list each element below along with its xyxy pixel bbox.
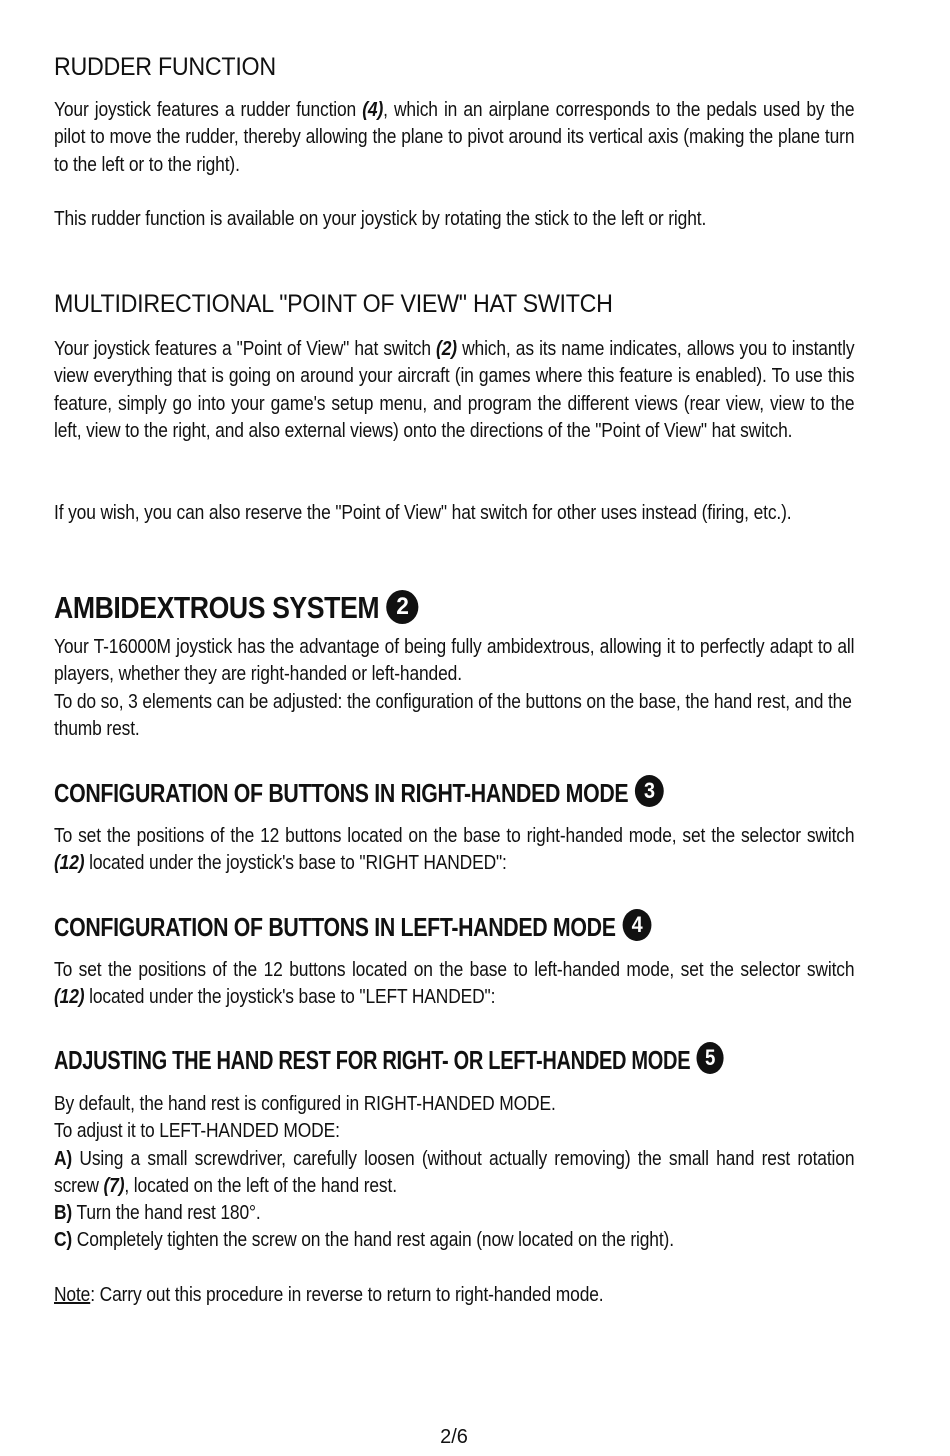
pov-heading: MULTIDIRECTIONAL "POINT OF VIEW" HAT SWITCH [54,290,613,318]
pov-body [54,336,854,445]
figure-4-badge: 4 [622,909,651,941]
step-c-text: Completely tighten the screw on the hand rest again (now located on the right). [72,1229,674,1252]
handrest-step-a [54,1146,854,1201]
left-ref-12: (12) [54,986,85,1009]
handrest-section [54,1042,854,1076]
handrest-note [54,1282,854,1309]
right-ref-12: (12) [54,852,85,875]
left-p-text-2: located under the joystick's base to "LEFT HANDED": [84,986,496,1009]
pov-p1-text: Your joystick features a "Point of View" hat switch [54,338,437,360]
step-a-text-2: , located on the left of the hand rest. [124,1174,397,1197]
right-handed-body [54,823,854,878]
pov-p1-text-2: which, as its name indicates, allows you to instantly view everything that is going on around your aircraft (in games where this feature is enabled). To use this feature, simply go into your game's setup menu, and program the different views (rear view, view to the left, view to the right, and also external views) onto the directions of the "Point of View" hat switch. [54,338,855,442]
rudder-p1-text-2: , which in an airplane corresponds to the pedals used by the pilot to move the rudder, thereby allowing the plane to pivot around its vertical axis (making the plane turn to the left or to the right). [54,99,855,176]
handrest-step-b [54,1200,854,1227]
step-a-label: A) [54,1147,73,1170]
handrest-body [54,1091,854,1255]
step-b-text: Turn the hand rest 180°. [72,1202,261,1225]
handrest-step-c [54,1227,854,1254]
handrest-heading-text: ADJUSTING THE HAND REST FOR RIGHT- OR LEFT-HANDED MODE [54,1045,691,1075]
left-p-text: To set the positions of the 12 buttons located on the base to left-handed mode, set the selector switch [54,959,855,981]
step-a-text: Using a small screwdriver, carefully loosen (without actually removing) the small hand rest rotation screw [54,1147,855,1197]
handrest-line-1: By default, the hand rest is configured in RIGHT-HANDED MODE. [54,1093,556,1115]
left-handed-heading [54,909,710,943]
pov-paragraph-2: If you wish, you can also reserve the "Point of View" hat switch for other uses instead (firing, etc.). [54,502,792,524]
ambi-heading [54,590,742,626]
step-c-label: C) [54,1229,73,1252]
ambi-paragraph-1: Your T-16000M joystick has the advantage of being fully ambidextrous, allowing it to perfectly adapt to all players, whether they are right-handed or left-handed. [54,636,855,686]
figure-2-badge: 2 [386,590,418,624]
right-p-text-2: located under the joystick's base to "RIGHT HANDED": [84,852,507,875]
ambi-paragraph-2: To do so, 3 elements can be adjusted: the configuration of the buttons on the base, the hand rest, and the thumb rest. [54,690,852,740]
pov-ref-2: (2) [436,338,457,360]
right-handed-section [54,775,854,809]
handrest-heading [54,1042,716,1076]
left-handed-body [54,957,854,1012]
pov-section [54,289,854,319]
note-paragraph [54,1282,854,1309]
rudder-body [54,97,854,179]
right-p-text: To set the positions of the 12 buttons located on the base to right-handed mode, set the selector switch [54,825,855,847]
page-number: 2/6 [440,1426,468,1448]
note-label: Note [54,1284,91,1306]
figure-5-badge: 5 [697,1042,724,1074]
pov-paragraph-1 [54,336,854,445]
ambi-section [54,590,854,626]
left-handed-section [54,909,854,943]
pov-body-2 [54,500,854,527]
right-heading-text: CONFIGURATION OF BUTTONS IN RIGHT-HANDED MODE [54,778,629,808]
note-text: : Carry out this procedure in reverse to return to right-handed mode. [90,1284,604,1306]
ambi-heading-text: AMBIDEXTROUS SYSTEM [54,590,380,625]
rudder-section [54,52,854,82]
rudder-paragraph-1 [54,97,854,179]
rudder-paragraph-2: This rudder function is available on your joystick by rotating the stick to the left or right. [54,208,707,230]
handrest-ref-7: (7) [103,1174,125,1197]
left-handed-paragraph [54,957,854,1012]
rudder-heading: RUDDER FUNCTION [54,53,276,81]
handrest-line-2: To adjust it to LEFT-HANDED MODE: [54,1120,340,1143]
figure-3-badge: 3 [635,775,664,807]
step-b-label: B) [54,1202,73,1225]
rudder-ref-4: (4) [362,99,384,121]
right-handed-heading [54,775,710,809]
rudder-p1-text: Your joystick features a rudder function [54,99,363,121]
right-handed-paragraph [54,823,854,878]
rudder-body-2 [54,206,854,233]
left-heading-text: CONFIGURATION OF BUTTONS IN LEFT-HANDED MODE [54,912,616,942]
ambi-body [54,634,854,743]
